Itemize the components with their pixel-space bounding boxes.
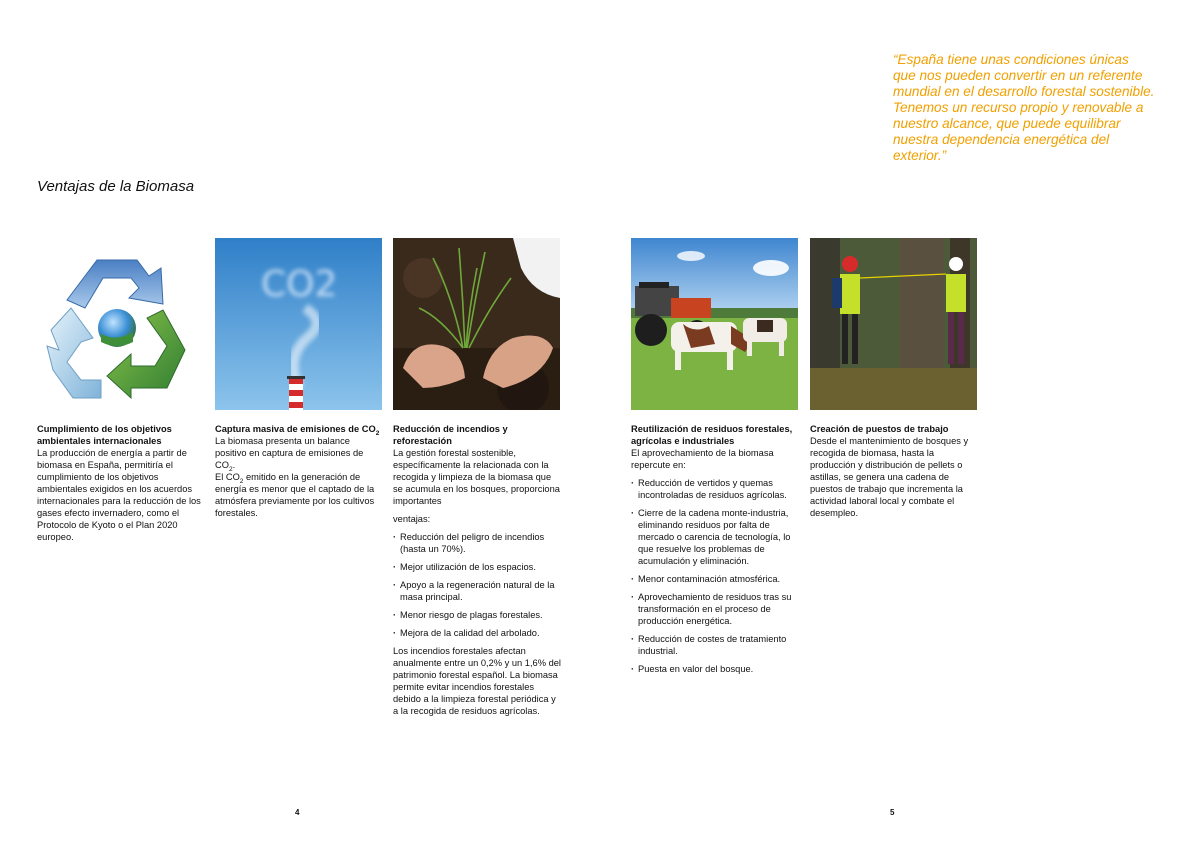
card-body bbox=[631, 447, 799, 675]
list-item: · Reducción del peligro de incendios (hasta un 70%). bbox=[393, 531, 561, 555]
forest-workers-image bbox=[810, 238, 977, 410]
card-fire-reduction bbox=[393, 238, 561, 717]
smoke-text: CO2 bbox=[261, 264, 338, 305]
card-title: Captura masiva de emisiones de $CO_2$ bbox=[215, 424, 380, 437]
list-item: · Menor contaminación atmosférica. bbox=[631, 573, 799, 585]
list-item: · Mejora de la calidad del arbolado. bbox=[393, 627, 561, 639]
card-subhead: ventajas: bbox=[393, 514, 431, 524]
list-item: · Reducción de costes de tratamiento industrial. bbox=[631, 633, 799, 657]
co2-chimney-image bbox=[215, 238, 382, 410]
list-item: · Apoyo a la regeneración natural de la masa principal. bbox=[393, 579, 561, 603]
list-item: · Aprovechamiento de residuos tras su transformación en el proceso de producción energética. bbox=[631, 591, 799, 627]
card-co2-capture bbox=[215, 238, 383, 519]
card-body: Desde el mantenimiento de bosques y recogida de biomasa, hasta la producción y distribución de pellets o astillas, se genera una cadena de puestos de trabajo que incrementa la actividad laboral local y combate el desempleo. bbox=[810, 436, 969, 518]
page-number-right: 5 bbox=[890, 808, 895, 817]
card-lead: La gestión forestal sostenible, específicamente la relacionada con la recogida y limpieza de la biomasa que se acumula en los bosques, proporciona importantes bbox=[393, 448, 560, 506]
card-title: Cumplimiento de los objetivos ambientales internacionales bbox=[37, 424, 172, 446]
planting-hands-image bbox=[393, 238, 560, 410]
card-title: Creación de puestos de trabajo bbox=[810, 424, 949, 434]
card-body: La biomasa presenta un balance positivo en captura de emisiones de $CO_2$. El $CO_2$ emitido en la generación de energía es menor que el captado de la atmósfera previamente por los cultivos forestales. bbox=[215, 436, 375, 518]
bullet-list bbox=[393, 531, 561, 639]
list-item: · Puesta en valor del bosque. bbox=[631, 663, 799, 675]
recycle-earth-image bbox=[37, 238, 204, 410]
list-item: · Mejor utilización de los espacios. bbox=[393, 561, 561, 573]
pull-quote: “España tiene unas condiciones únicas que nos pueden convertir en un referente mundial en el desarrollo forestal sostenible. Tenemos un recurso propio y renovable a nuestro alcance, que puede equilibrar nuestra dependencia energética del exterior.” bbox=[893, 52, 1155, 163]
card-title: Reutilización de residuos forestales, agrícolas e industriales bbox=[631, 424, 793, 446]
page-number-left: 4 bbox=[295, 808, 300, 817]
bullet-list bbox=[631, 477, 799, 675]
card-title: Reducción de incendios y reforestación bbox=[393, 424, 508, 446]
card-body bbox=[393, 447, 561, 717]
section-title: Ventajas de la Biomasa bbox=[37, 178, 195, 195]
card-lead: El aprovechamiento de la biomasa repercute en: bbox=[631, 448, 774, 470]
list-item: · Reducción de vertidos y quemas incontroladas de residuos agrícolas. bbox=[631, 477, 799, 501]
card-environmental-goals bbox=[37, 238, 205, 543]
list-item: · Menor riesgo de plagas forestales. bbox=[393, 609, 561, 621]
tractor-cows-image bbox=[631, 238, 798, 410]
list-item: · Cierre de la cadena monte-industria, eliminando residuos por falta de mercado o carencia de tecnología, lo que resuelve los problemas de acumulación y eliminación. bbox=[631, 507, 799, 567]
card-closing: Los incendios forestales afectan anualmente entre un 0,2% y un 1,6% del patrimonio forestal español. La biomasa permite evitar incendios forestales debido a la limpieza forestal periódica y a la recogida de residuos agrícolas. bbox=[393, 646, 561, 716]
card-body: La producción de energía a partir de biomasa en España, permitiría el cumplimiento de los objetivos ambientales exigidos en los acuerdos internacionales para la reducción de los gases efecto invernadero, como el Protocolo de Kyoto o el Plan 2020 europeo. bbox=[37, 448, 201, 542]
card-job-creation bbox=[810, 238, 978, 519]
card-waste-reuse bbox=[631, 238, 799, 681]
